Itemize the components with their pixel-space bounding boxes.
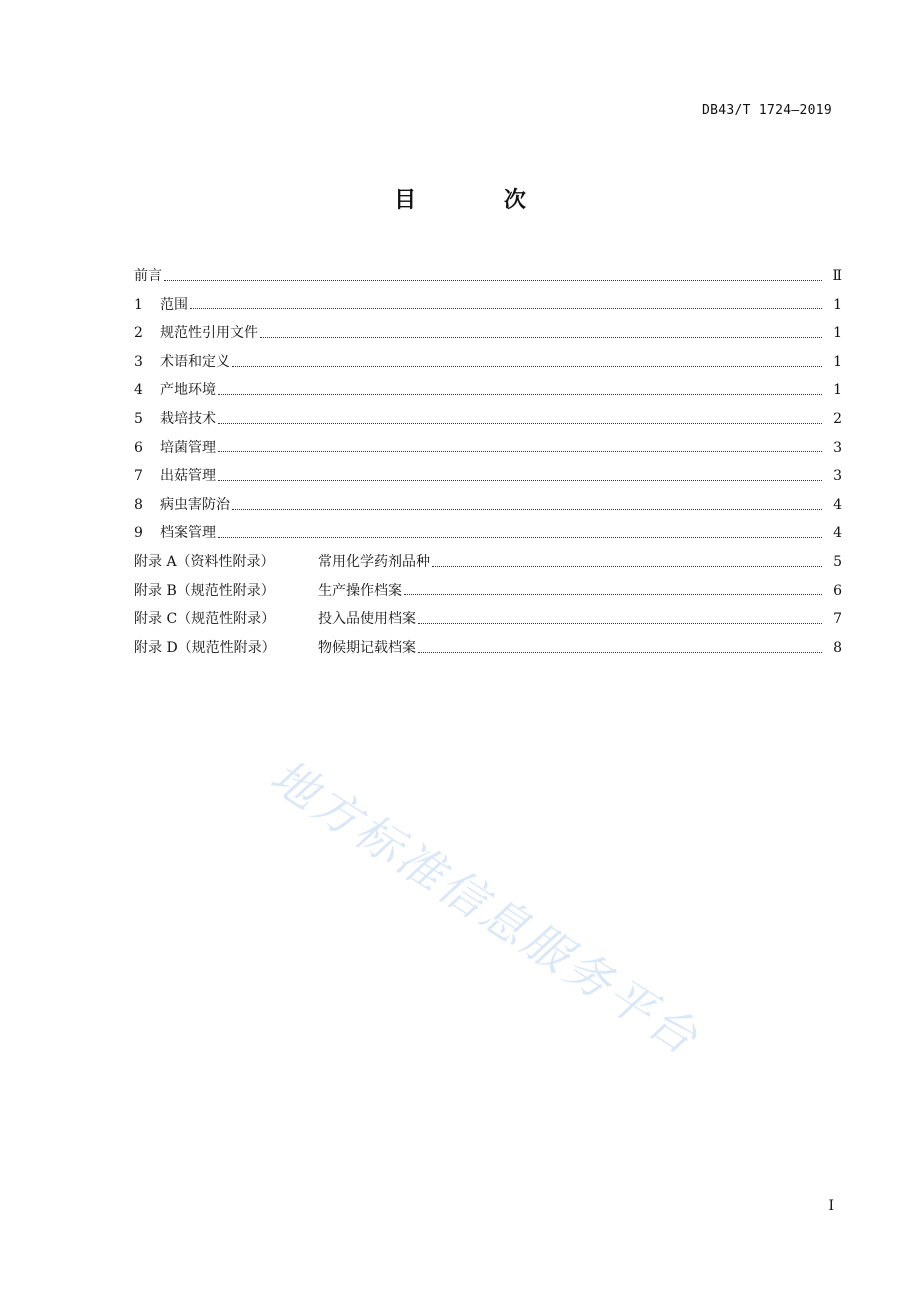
toc-entry-page: 4: [833, 525, 842, 542]
dot-leader: [218, 537, 822, 538]
toc-entry-page: 1: [833, 325, 842, 342]
toc-entry[interactable]: [134, 548, 842, 577]
toc-entry-number: 4: [134, 382, 143, 399]
toc-entry-label: 常用化学药剂品种: [318, 553, 430, 570]
dot-leader: [190, 308, 822, 309]
toc-entry[interactable]: [134, 262, 842, 291]
toc-entry-prefix: 附录 C（规范性附录）: [134, 611, 276, 628]
toc-entry-label: 术语和定义: [160, 353, 230, 370]
toc-entry-number: 8: [134, 496, 143, 513]
table-of-contents: [134, 262, 842, 662]
toc-entry[interactable]: [134, 491, 842, 520]
toc-entry-page: 7: [833, 611, 842, 628]
toc-entry-page: 1: [833, 353, 842, 370]
page-title: 目 次: [394, 188, 566, 213]
toc-entry-label: 出菇管理: [160, 468, 216, 485]
toc-entry-label: 病虫害防治: [160, 496, 230, 513]
toc-entry[interactable]: [134, 348, 842, 377]
dot-leader: [218, 451, 822, 452]
dot-leader: [164, 280, 822, 281]
toc-entry-label: 规范性引用文件: [160, 325, 258, 342]
dot-leader: [218, 480, 822, 481]
toc-entry-page: 2: [833, 410, 842, 427]
toc-entry[interactable]: [134, 319, 842, 348]
watermark: 地方标准信息服务平台: [260, 748, 710, 1067]
toc-entry-label: 前言: [134, 268, 162, 284]
dot-leader: [232, 509, 822, 510]
toc-entry-label: 栽培技术: [160, 410, 216, 427]
toc-entry-prefix: 附录 D（规范性附录）: [134, 639, 276, 656]
toc-entry-number: 9: [134, 525, 143, 542]
toc-entry-page: 8: [833, 639, 842, 656]
toc-entry-label: 生产操作档案: [318, 582, 402, 599]
toc-entry-label: 物候期记载档案: [318, 639, 416, 656]
dot-leader: [218, 423, 822, 424]
toc-entry-page: 3: [833, 468, 842, 485]
toc-entry-label: 培菌管理: [160, 439, 216, 456]
toc-entry-label: 产地环境: [160, 382, 216, 399]
toc-entry[interactable]: [134, 462, 842, 491]
dot-leader: [218, 394, 822, 395]
toc-entry[interactable]: [134, 605, 842, 634]
page-number: I: [828, 1198, 834, 1214]
toc-entry[interactable]: [134, 634, 842, 663]
toc-entry-number: 1: [134, 296, 143, 313]
toc-entry-number: 7: [134, 468, 143, 485]
toc-entry-page: 6: [833, 582, 842, 599]
dot-leader: [260, 337, 822, 338]
dot-leader: [432, 566, 822, 567]
toc-entry-label: 档案管理: [160, 525, 216, 542]
toc-entry[interactable]: [134, 291, 842, 320]
toc-entry-page: 3: [833, 439, 842, 456]
toc-entry[interactable]: [134, 519, 842, 548]
toc-entry[interactable]: [134, 376, 842, 405]
toc-entry-label: 投入品使用档案: [318, 611, 416, 628]
toc-entry-prefix: 附录 A（资料性附录）: [134, 553, 275, 570]
dot-leader: [418, 623, 822, 624]
toc-entry-page: 4: [833, 496, 842, 513]
toc-entry-number: 5: [134, 410, 143, 427]
toc-entry-prefix: 附录 B（规范性附录）: [134, 582, 275, 599]
toc-entry-page: Ⅱ: [832, 268, 842, 284]
dot-leader: [418, 652, 822, 653]
toc-entry[interactable]: [134, 405, 842, 434]
toc-entry-page: 1: [833, 296, 842, 313]
toc-entry-number: 3: [134, 353, 143, 370]
toc-entry-number: 2: [134, 325, 143, 342]
toc-entry-label: 范围: [160, 296, 188, 313]
toc-entry-page: 5: [833, 553, 842, 570]
dot-leader: [404, 594, 822, 595]
toc-entry-number: 6: [134, 439, 143, 456]
toc-entry[interactable]: [134, 577, 842, 606]
document-code: DB43/T 1724—2019: [701, 103, 832, 118]
dot-leader: [232, 366, 822, 367]
toc-entry-page: 1: [833, 382, 842, 399]
toc-entry[interactable]: [134, 434, 842, 463]
